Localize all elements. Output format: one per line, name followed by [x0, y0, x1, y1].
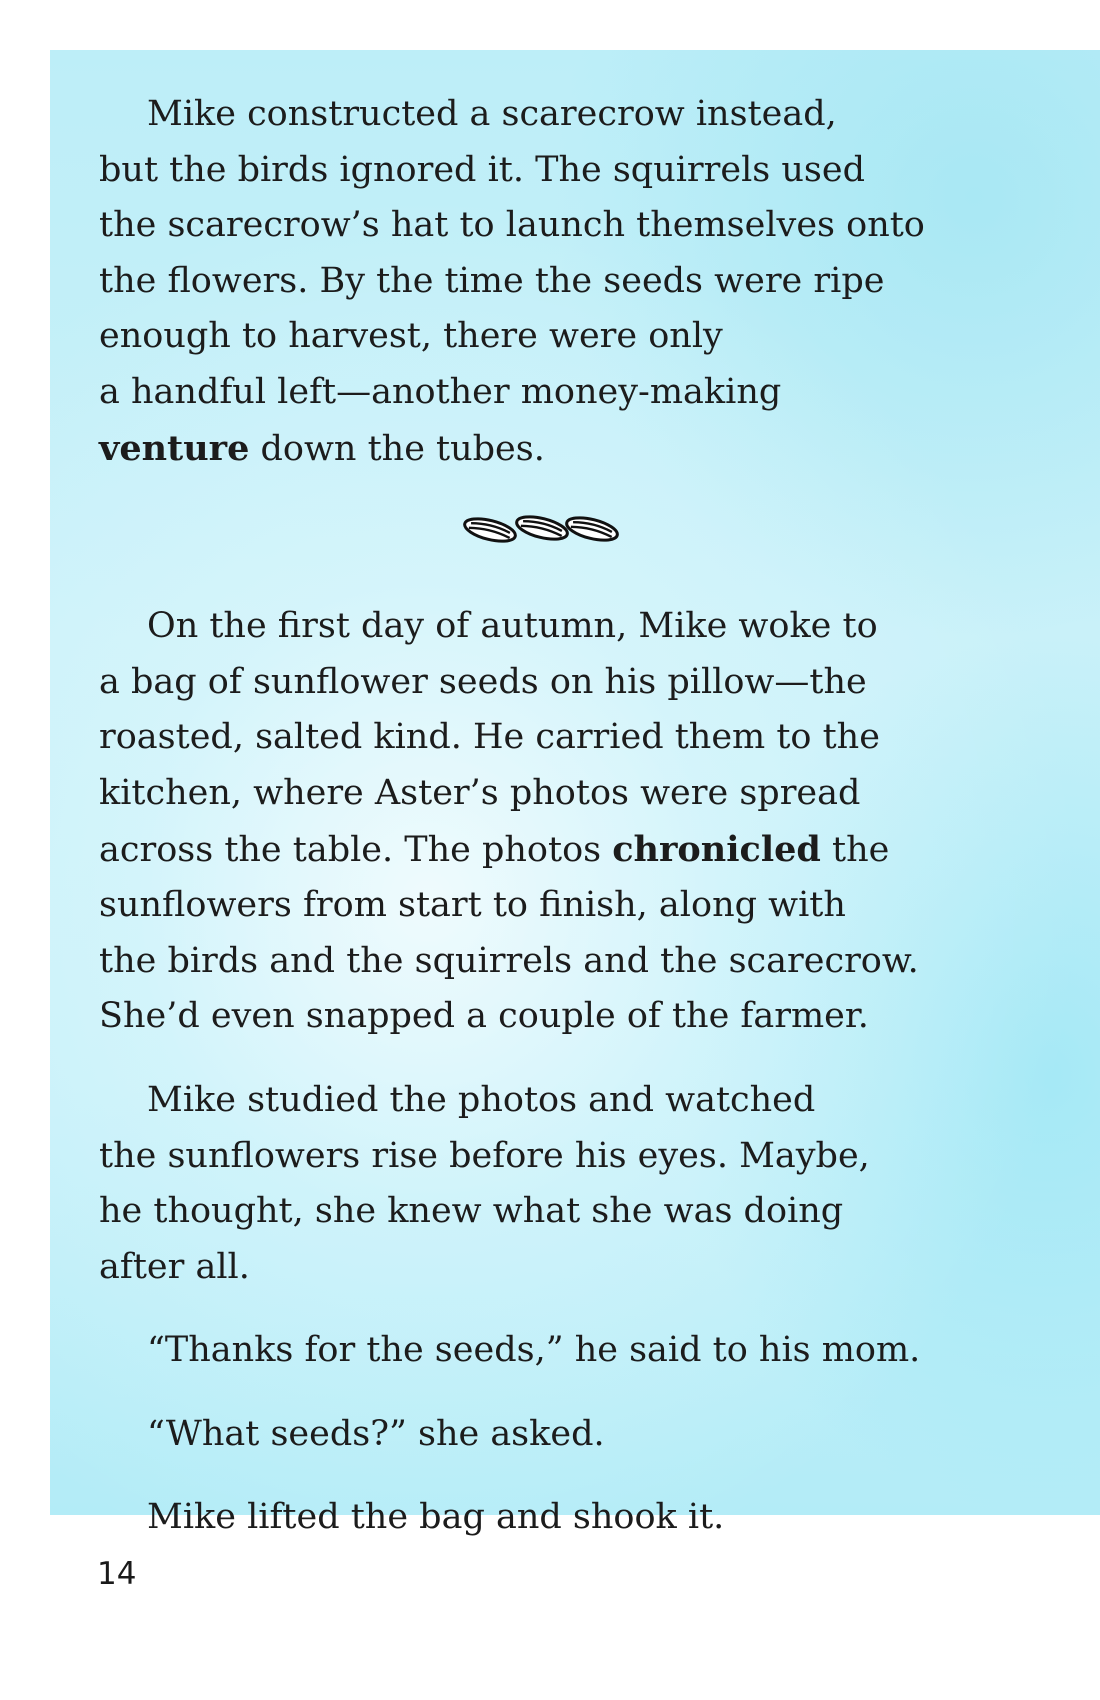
paragraph-gap: [99, 1045, 1029, 1073]
page-number: 14: [97, 1556, 137, 1592]
text-line: the scarecrow’s hat to launch themselves onto: [99, 205, 925, 246]
paragraph-shook: [99, 1490, 1029, 1546]
text-line: [99, 421, 1029, 478]
text-line: “Thanks for the seeds,” he said to his mom.: [147, 1330, 921, 1371]
vocab-word-venture: venture: [99, 427, 250, 469]
text-line: but the birds ignored it. The squirrels used: [99, 149, 866, 190]
paragraph-gap: [99, 1379, 1029, 1407]
seed-icon: [514, 513, 569, 544]
text-fragment: across the table. The photos: [99, 829, 613, 870]
text-line: Mike studied the photos and watched: [147, 1079, 816, 1120]
text-line: kitchen, where Aster’s photos were spread: [99, 772, 861, 813]
paragraph-gap: [99, 1462, 1029, 1490]
text-line: Mike constructed a scarecrow instead,: [147, 94, 837, 134]
text-line: [99, 822, 1029, 879]
paragraph-photos: [99, 1073, 1029, 1295]
text-line: after all.: [99, 1246, 250, 1287]
story-text: [99, 87, 1029, 1546]
vocab-word-chronicled: chronicled: [612, 828, 821, 870]
text-fragment: down the tubes.: [249, 428, 545, 469]
text-line: the flowers. By the time the seeds were ripe: [99, 260, 885, 301]
paragraph-scarecrow: [99, 87, 1029, 477]
paragraph-thanks: [99, 1323, 1029, 1379]
seed-icon: [564, 514, 619, 545]
text-line: enough to harvest, there were only: [99, 316, 723, 357]
text-line: the sunflowers rise before his eyes. Maybe,: [99, 1135, 870, 1176]
text-line: a bag of sunflower seeds on his pillow—the: [99, 661, 867, 702]
text-line: She’d even snapped a couple of the farmer.: [99, 996, 869, 1037]
text-line: roasted, salted kind. He carried them to the: [99, 717, 880, 758]
text-line: Mike lifted the bag and shook it.: [147, 1497, 725, 1538]
paragraph-autumn: [99, 599, 1029, 1045]
sunflower-seeds-icon: [462, 507, 622, 553]
paragraph-gap: [99, 1295, 1029, 1323]
section-break: [99, 477, 1029, 599]
text-line: On the first day of autumn, Mike woke to: [147, 606, 878, 647]
text-line: the birds and the squirrels and the scarecrow.: [99, 940, 919, 981]
text-line: sunflowers from start to finish, along with: [99, 885, 846, 926]
text-line: “What seeds?” she asked.: [147, 1413, 605, 1454]
text-fragment: the: [820, 829, 890, 870]
text-line: a handful left—another money-making: [99, 371, 782, 412]
seed-icon: [462, 515, 517, 546]
paragraph-what-seeds: [99, 1407, 1029, 1463]
text-line: he thought, she knew what she was doing: [99, 1191, 844, 1232]
story-panel: [50, 50, 1100, 1538]
